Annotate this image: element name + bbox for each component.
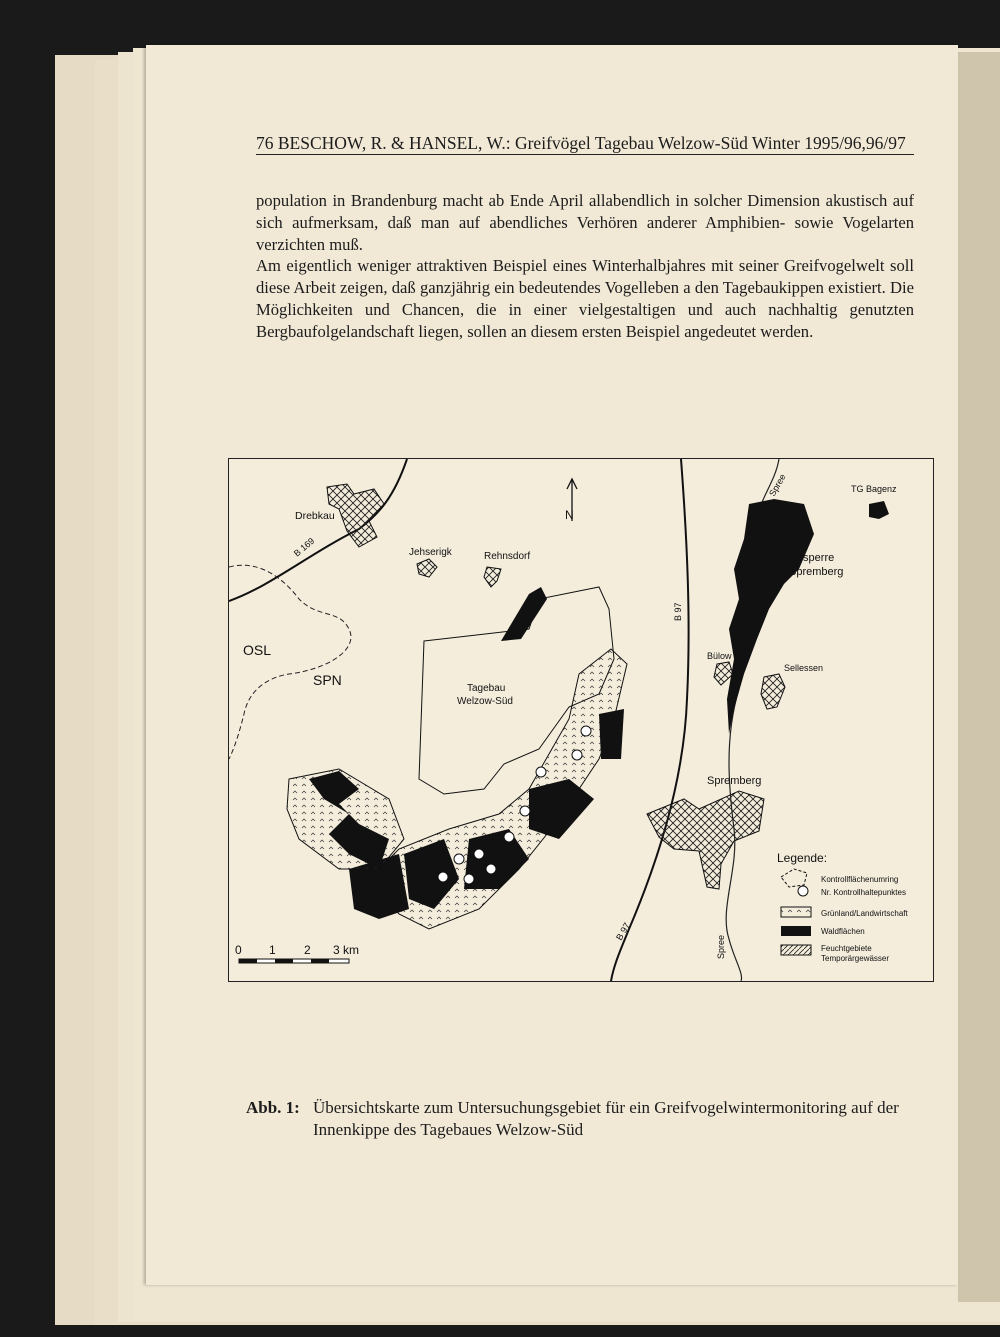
forest-block-2 — [529, 779, 594, 839]
label-talsperre-spremberg: Spremberg — [789, 566, 844, 578]
scale-tick-3: 3 km — [333, 943, 360, 957]
facing-page-edge — [958, 52, 1000, 1302]
legend-ring-icon — [781, 869, 807, 887]
label-osl: OSL — [243, 642, 272, 658]
legend-item-point: Nr. Kontrollhaltepunktes — [821, 888, 906, 897]
label-welzow-sued: Welzow-Süd — [457, 696, 513, 707]
north-forest-strip — [501, 587, 547, 641]
legend-item-ring: Kontrollflächenumring — [821, 875, 899, 884]
legend-wetland-icon — [781, 945, 811, 955]
jehserigk-settlement — [417, 559, 437, 577]
label-b169: B 169 — [291, 535, 317, 559]
road-b169 — [229, 459, 407, 601]
rehnsdorf-settlement — [484, 567, 501, 587]
overview-map — [228, 458, 934, 982]
legend-point-icon — [798, 886, 808, 896]
map-svg — [229, 459, 933, 981]
body-text — [256, 190, 914, 343]
scale-tick-0: 0 — [235, 943, 242, 957]
label-tg-bagenz: TG Bagenz — [851, 484, 897, 494]
label-spree-south: Spree — [716, 934, 726, 959]
legend-title: Legende: — [777, 851, 828, 865]
running-header: 76 BESCHOW, R. & HANSEL, W.: Greifvögel Tagebau Welzow-Süd Winter 1995/96,96/97 — [256, 133, 906, 153]
label-b97-south: B 97 — [614, 920, 632, 942]
legend-forest-icon — [781, 926, 811, 936]
label-tagebau: Tagebau — [467, 683, 506, 694]
legend-item-forest: Waldflächen — [821, 927, 865, 936]
label-sellessen: Sellessen — [784, 663, 824, 673]
label-spree-north: Spree — [767, 472, 788, 498]
label-buelow: Bülow — [707, 651, 732, 661]
label-spremberg: Spremberg — [707, 775, 762, 787]
spremberg-settlement — [647, 791, 764, 889]
label-b97-north: B 97 — [673, 602, 683, 621]
legend-item-wetland: Feuchtgebiete — [821, 944, 872, 953]
label-spn: SPN — [313, 672, 342, 688]
scale-tick-2: 2 — [304, 943, 311, 957]
sellessen-settlement — [761, 674, 785, 709]
label-talsperre: Talsperre — [789, 552, 835, 564]
legend-item-temporary-water: Temporärgewässer — [821, 954, 890, 963]
paragraph-2: Am eigentlich weniger attraktiven Beispiel eines Winterhalbjahres mit seiner Greifvogelwelt soll diese Arbeit zeigen, daß ganzjährig ein bedeutendes Vogelleben a den Tagebaukippen existiert. Die Möglichkeiten und Chancen, die in einer vielgestaltigen und auch nachhaltig genutzten Bergbaufolgelandschaft liegen, sollen an diesem ersten Beispiel angedeutet werden. — [256, 256, 914, 341]
header-rule — [256, 154, 914, 155]
scale-bar — [239, 959, 349, 963]
north-label: N — [565, 508, 574, 522]
scale-tick-1: 1 — [269, 943, 276, 957]
label-rehnsdorf: Rehnsdorf — [484, 551, 531, 562]
forest-block-1 — [599, 709, 624, 759]
tg-bagenz — [869, 501, 889, 519]
label-drebkau: Drebkau — [295, 510, 335, 522]
caption-label: Abb. 1: — [246, 1098, 300, 1117]
caption-text: Übersichtskarte zum Untersuchungsgebiet für ein Greifvogelwintermonitoring auf der Innenkippe des Tagebaues Welzow-Süd — [313, 1098, 899, 1139]
legend-item-grassland: Grünland/Landwirtschaft — [821, 909, 908, 918]
label-jehserigk: Jehserigk — [409, 547, 452, 558]
legend-grassland-icon — [781, 907, 811, 917]
paragraph-1: population in Brandenburg macht ab Ende April allabendlich in solcher Dimension akustisch auf sich aufmerksam, daß man auf abendliches Verhören anderer Amphibien- sowie Vogelarten verzichten muß. — [256, 191, 914, 254]
